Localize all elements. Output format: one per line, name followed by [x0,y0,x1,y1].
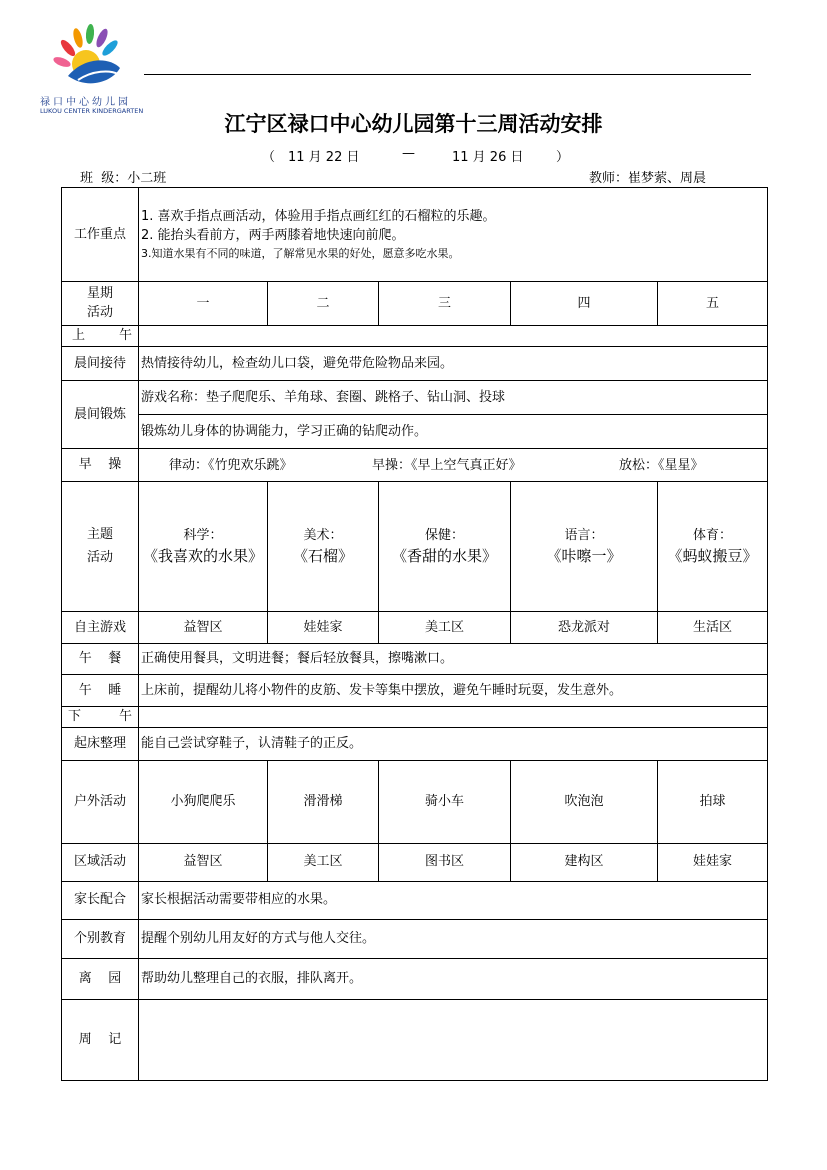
parents-row [62,881,768,919]
date-open-paren: （ [262,150,276,165]
focus-item-1: 1. 喜欢手指点画活动，体验用手指点画红红的石榴粒的乐趣。 [141,208,496,224]
theme-thu-topic: 《咔嚓一》 [546,547,622,565]
morning-drill-row [62,449,768,482]
nap-text: 上床前，提醒幼儿将小物件的皮筋、发卡等集中摆放，避免午睡时玩耍，发生意外。 [139,675,768,707]
theme-wed [379,482,511,612]
area-fri: 娃娃家 [658,843,768,881]
weekday-label-line2: 活动 [86,304,113,320]
theme-row [62,482,768,612]
theme-label-cell [62,482,139,612]
date-end: 11 月 26 日 [452,150,524,165]
weekday-wed: 三 [379,282,511,326]
drill-rhythm: 律动：《竹兜欢乐跳》 [169,458,293,473]
focus-row [62,188,768,282]
theme-thu-subject: 语言： [564,527,604,543]
theme-wed-topic: 《香甜的水果》 [391,547,497,565]
individual-label: 个别教育 [62,919,139,958]
class-label: 班 级：小二班 [80,171,167,186]
weekday-mon: 一 [139,282,268,326]
morning-section-row [62,326,768,347]
area-mon: 益智区 [139,843,268,881]
lunch-label: 午 餐 [62,644,139,675]
nap-row [62,675,768,707]
lunch-row [62,644,768,675]
exercise-goal: 锻炼幼儿身体的协调能力，学习正确的钻爬动作。 [139,415,768,449]
outdoor-row [62,760,768,843]
morning-section-b: 午 [118,328,132,344]
theme-tue [268,482,379,612]
theme-fri-topic: 《蚂蚁搬豆》 [667,547,758,565]
wakeup-row [62,727,768,760]
wakeup-text: 能自己尝试穿鞋子，认清鞋子的正反。 [139,727,768,760]
exercise-goal-row [62,415,768,449]
weekly-note-label: 周 记 [62,999,139,1080]
outdoor-mon: 小狗爬爬乐 [139,760,268,843]
afternoon-section-a: 下 [68,709,82,724]
teacher-label: 教师：崔梦萦、周晨 [589,171,707,186]
weekday-row [62,282,768,326]
parents-text: 家长根据活动需要带相应的水果。 [139,881,768,919]
exercise-label: 晨间锻炼 [62,381,139,449]
logo-english-name: LUKOU CENTER KINDERGARTEN [40,107,144,115]
leave-label: 离 园 [62,958,139,999]
leave-row [62,958,768,999]
area-label: 区域活动 [62,843,139,881]
weekly-note-row [62,999,768,1080]
outdoor-thu: 吹泡泡 [511,760,658,843]
afternoon-section-label [62,707,139,728]
morning-drill-content [139,449,768,482]
free-play-mon: 益智区 [139,612,268,644]
wakeup-label: 起床整理 [62,727,139,760]
focus-item-2: 2. 能抬头看前方，两手两膝着地快速向前爬。 [141,228,405,244]
weekday-tue: 二 [268,282,379,326]
date-start: 11 月 22 日 [288,150,360,165]
schedule-table [61,187,768,1081]
morning-section-a: 上 [72,328,86,344]
individual-text: 提醒个别幼儿用友好的方式与他人交往。 [139,919,768,958]
afternoon-section-blank [139,707,768,728]
area-wed: 图书区 [379,843,511,881]
date-separator: — [402,146,415,161]
focus-label: 工作重点 [62,188,139,282]
weekday-thu: 四 [511,282,658,326]
reception-text: 热情接待幼儿，检查幼儿口袋，避免带危险物品来园。 [139,347,768,381]
theme-fri [658,482,768,612]
theme-tue-subject: 美术： [303,527,343,543]
theme-tue-topic: 《石榴》 [292,547,353,565]
weekday-label-cell [62,282,139,326]
outdoor-label: 户外活动 [62,760,139,843]
area-row [62,843,768,881]
free-play-fri: 生活区 [658,612,768,644]
area-tue: 美工区 [268,843,379,881]
exercise-games: 游戏名称：垫子爬爬乐、羊角球、套圈、跳格子、钻山洞、投球 [139,381,768,415]
afternoon-section-b: 午 [118,709,132,724]
theme-wed-subject: 保健： [424,527,464,543]
morning-section-blank [139,326,768,347]
individual-row [62,919,768,958]
logo-chinese-name: 禄口中心幼儿园 [40,97,131,108]
focus-content [139,188,768,282]
focus-item-3: 3.知道水果有不同的味道，了解常见水果的好处，愿意多吃水果。 [141,246,460,260]
morning-drill-label: 早 操 [62,449,139,482]
lunch-text: 正确使用餐具，文明进餐；餐后轻放餐具，擦嘴漱口。 [139,644,768,675]
header-rule [144,74,751,75]
drill-relax: 放松：《星星》 [619,458,704,473]
outdoor-wed: 骑小车 [379,760,511,843]
theme-mon [139,482,268,612]
free-play-wed: 美工区 [379,612,511,644]
reception-label: 晨间接待 [62,347,139,381]
theme-mon-subject: 科学： [183,527,223,543]
area-thu: 建构区 [511,843,658,881]
theme-fri-subject: 体育： [693,527,733,543]
theme-mon-topic: 《我喜欢的水果》 [142,547,263,565]
weekday-fri: 五 [658,282,768,326]
page-title: 江宁区禄口中心幼儿园第十三周活动安排 [224,111,603,136]
weekly-note-text [139,999,768,1080]
free-play-row [62,612,768,644]
theme-label-1: 主题 [86,527,113,543]
theme-label-2: 活动 [86,549,113,565]
free-play-tue: 娃娃家 [268,612,379,644]
theme-thu [511,482,658,612]
nap-label: 午 睡 [62,675,139,707]
exercise-games-row [62,381,768,415]
drill-exercise: 早操：《早上空气真正好》 [372,458,522,473]
outdoor-tue: 滑滑梯 [268,760,379,843]
leave-text: 帮助幼儿整理自己的衣服，排队离开。 [139,958,768,999]
parents-label: 家长配合 [62,881,139,919]
date-close-paren: ） [556,150,570,165]
free-play-label: 自主游戏 [62,612,139,644]
reception-row [62,347,768,381]
morning-section-label [62,326,139,347]
weekday-label-line1: 星期 [86,286,113,302]
afternoon-section-row [62,707,768,728]
outdoor-fri: 拍球 [658,760,768,843]
free-play-thu: 恐龙派对 [511,612,658,644]
